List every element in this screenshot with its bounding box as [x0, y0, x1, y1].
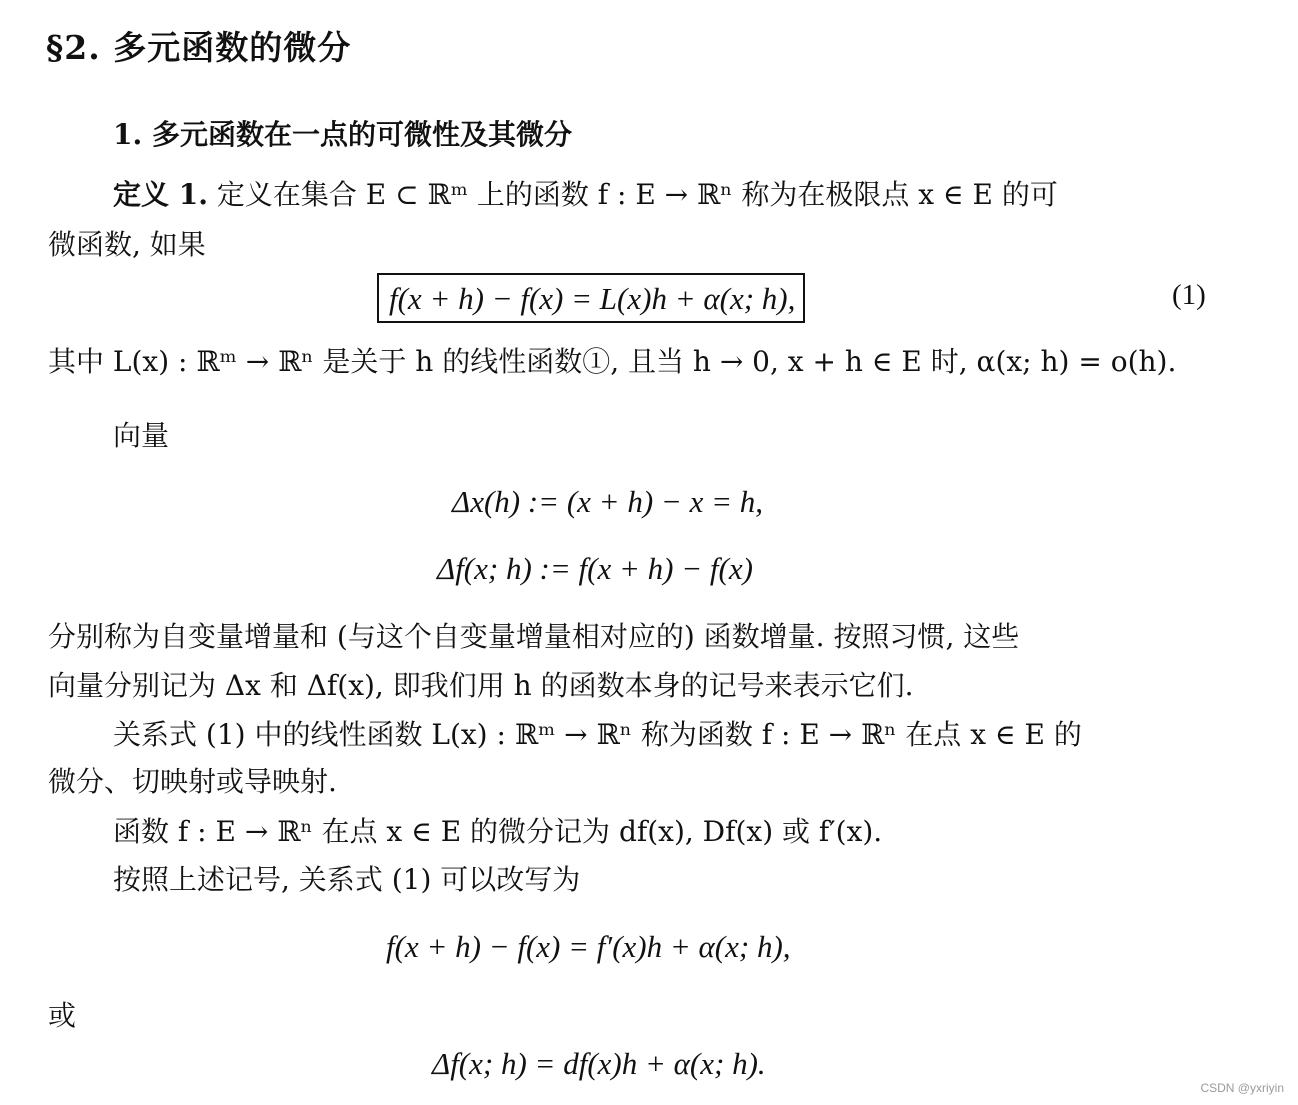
increments-paragraph-line-2: 向量分别记为 Δx 和 Δf(x), 即我们用 h 的函数本身的记号来表示它们. [48, 669, 914, 702]
definition-line-2: 微函数, 如果 [48, 228, 206, 261]
section-title: §2. 多元函数的微分 [46, 28, 352, 67]
equation-1-boxed: f(x + h) − f(x) = L(x)h + α(x; h), [377, 273, 805, 323]
differential-paragraph-line-1: 关系式 (1) 中的线性函数 L(x) : ℝᵐ → ℝⁿ 称为函数 f : E → ℝⁿ 在点 x ∈ E 的 [113, 718, 1082, 751]
definition-text: 定义在集合 E ⊂ ℝᵐ 上的函数 f : E → ℝⁿ 称为在极限点 x ∈ E 的可 [216, 178, 1058, 211]
equation-delta-x: Δx(h) := (x + h) − x = h, [452, 484, 764, 519]
definition-continuation: 其中 L(x) : ℝᵐ → ℝⁿ 是关于 h 的线性函数①, 且当 h → 0, x + h ∈ E 时, α(x; h) = o(h). [48, 345, 1177, 378]
differential-paragraph-line-2: 微分、切映射或导映射. [48, 765, 337, 798]
increments-paragraph-line-1: 分别称为自变量增量和 (与这个自变量增量相对应的) 函数增量. 按照习惯, 这些 [48, 620, 1020, 653]
equation-f-prime: f(x + h) − f(x) = f′(x)h + α(x; h), [386, 929, 791, 964]
equation-delta-f-df: Δf(x; h) = df(x)h + α(x; h). [432, 1046, 766, 1081]
or-label: 或 [48, 999, 77, 1032]
equation-delta-f: Δf(x; h) := f(x + h) − f(x) [437, 551, 753, 586]
watermark: CSDN @yxriyin [1200, 1081, 1284, 1095]
rewrite-paragraph: 按照上述记号, 关系式 (1) 可以改写为 [113, 863, 581, 896]
subsection-title: 1. 多元函数在一点的可微性及其微分 [113, 118, 572, 151]
definition-label: 定义 1. [113, 178, 208, 211]
notation-paragraph: 函数 f : E → ℝⁿ 在点 x ∈ E 的微分记为 df(x), Df(x) 或 f′(x). [113, 815, 883, 848]
definition-line-1 [113, 175, 1058, 215]
equation-1-number: (1) [1172, 279, 1206, 311]
vector-intro: 向量 [113, 419, 170, 452]
